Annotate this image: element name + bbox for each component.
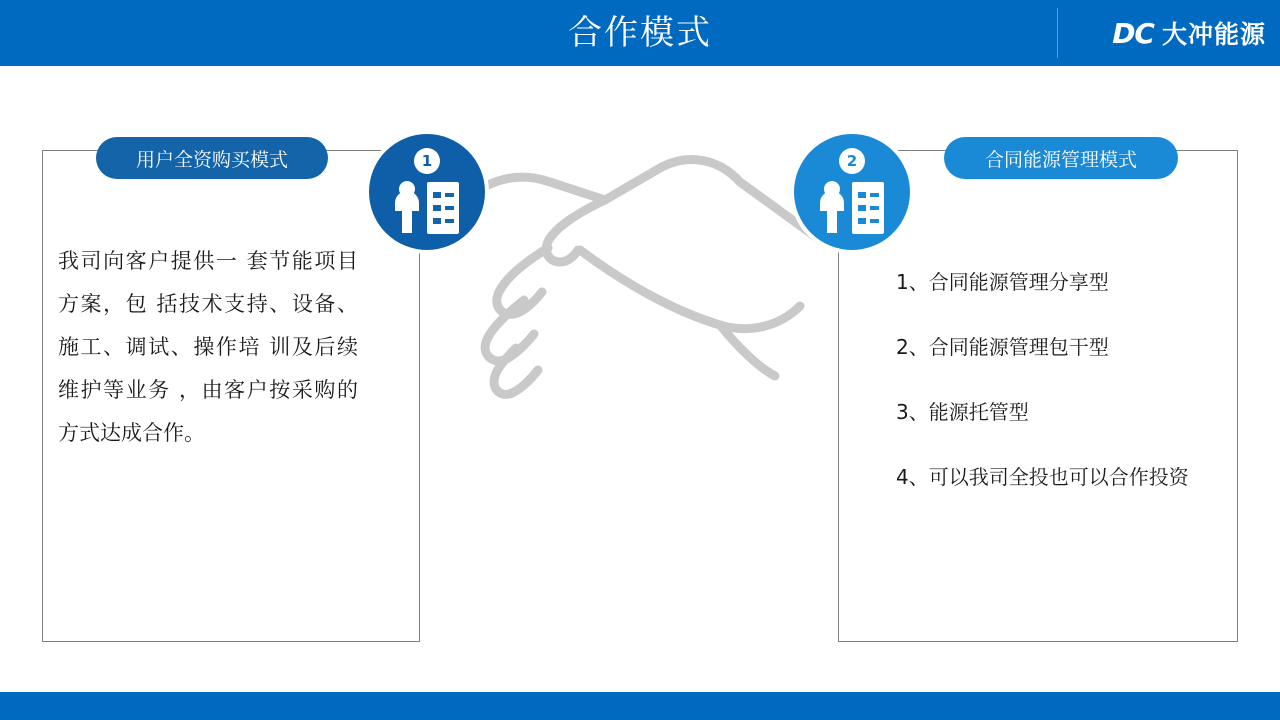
page-title: 合作模式 [568,13,712,53]
panel-right-body [896,250,1226,501]
person-document-icon [391,180,463,240]
panel-left-body: 我司向客户提供一 套节能项目方案，包 括技术支持、设备、 施工、调试、操作培 训及后续维护等业务 ，由客户按采购的方式达成合作。 [58,249,358,445]
header-divider [1057,8,1058,58]
node-2-badge [790,130,914,254]
logo-mark: DC [1112,16,1154,50]
list-item: 4、可以我司全投也可以合作投资 [896,465,1189,489]
node-2-label: 合同能源管理模式 [944,137,1178,179]
node-1-label: 用户全资购买模式 [96,137,328,179]
logo-name: 大冲能源 [1161,20,1266,49]
list-item: 1、合同能源管理分享型 [896,270,1109,294]
list-item: 3、能源托管型 [896,400,1029,424]
company-logo [1112,14,1266,52]
list-item: 2、合同能源管理包干型 [896,335,1109,359]
node-1-number: 1 [414,148,440,174]
slide-header [0,0,1280,66]
slide-footer [0,692,1280,720]
node-1-badge [365,130,489,254]
handshake-illustration [420,120,860,420]
header-underline [0,66,1280,70]
node-2-number: 2 [839,148,865,174]
person-document-icon [816,180,888,240]
